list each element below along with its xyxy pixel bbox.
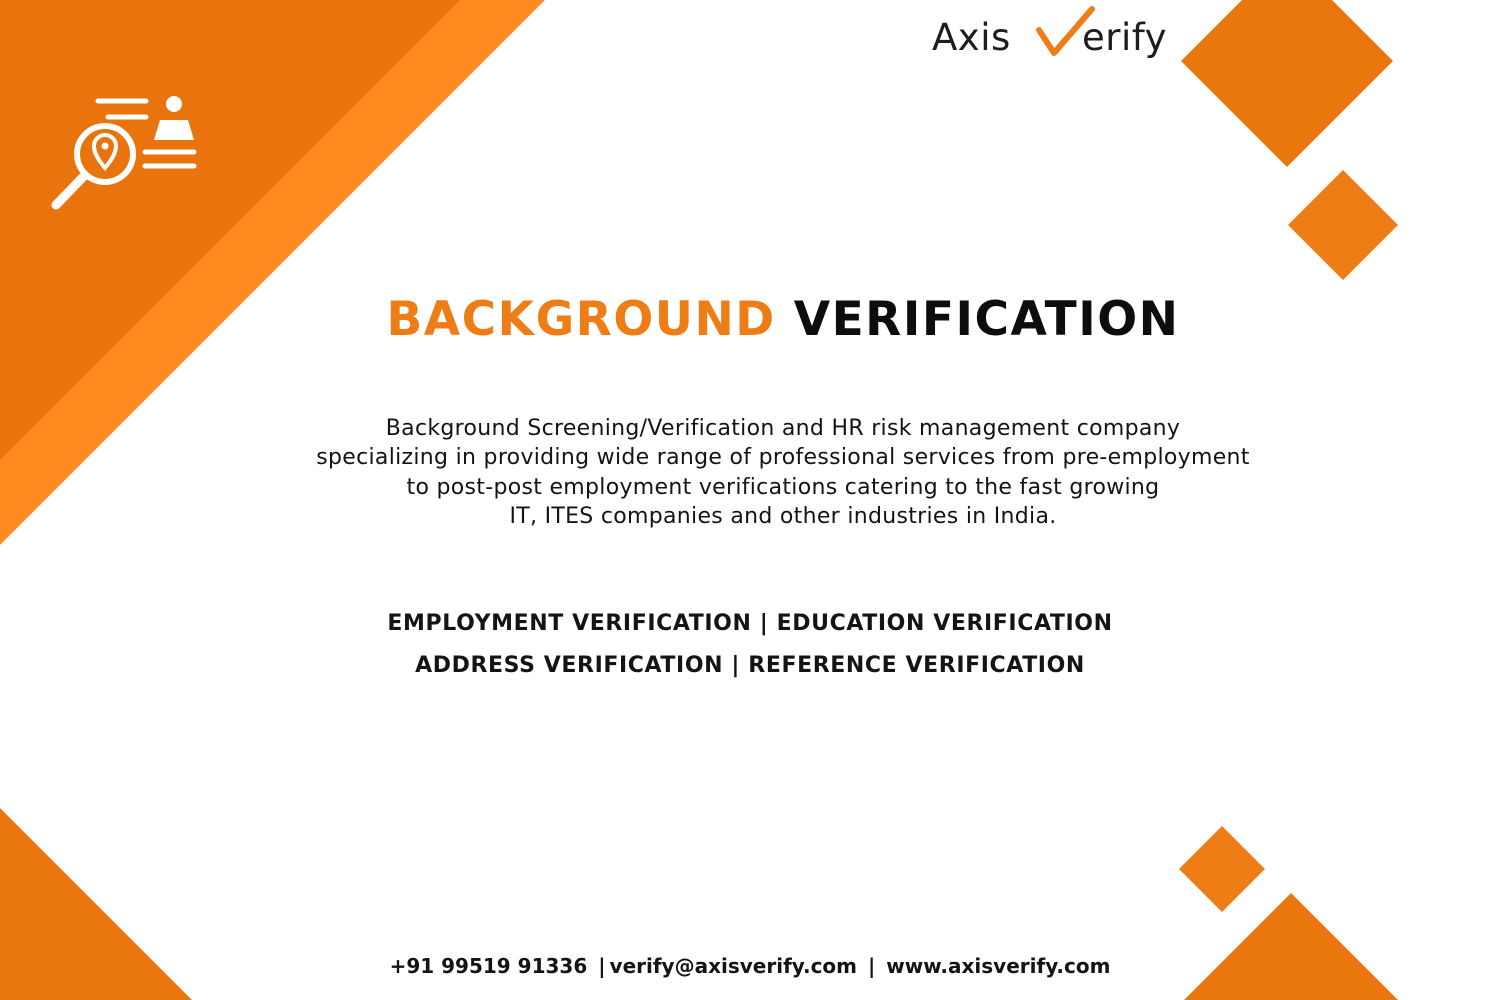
logo-text-erify: erify (1082, 16, 1168, 59)
contact-footer (0, 954, 1500, 978)
footer-separator: | (867, 954, 876, 978)
description-line: specializing in providing wide range of professional services from pre-employment (316, 445, 1250, 471)
right-small-diamond (1288, 170, 1398, 280)
website-link[interactable]: www.axisverify.com (886, 954, 1111, 978)
bottom-right-large-diamond (1184, 893, 1398, 1000)
email-link[interactable]: verify@axisverify.com (609, 954, 858, 978)
footer-separator: | (598, 954, 606, 978)
logo-text-axis: Axis (932, 16, 1011, 59)
top-right-large-diamond (1181, 0, 1393, 167)
description-line: Background Screening/Verification and HR risk management company (385, 416, 1181, 441)
top-left-orange-inner (0, 0, 460, 460)
bottom-right-small-diamond (1179, 826, 1265, 912)
phone-number[interactable]: +91 99519 91336 (389, 954, 588, 978)
company-description (0, 414, 1500, 531)
headline-accent-word: BACKGROUND (386, 292, 776, 347)
description-line: IT, ITES companies and other industries in India. (509, 503, 1057, 529)
services-row: ADDRESS VERIFICATION | REFERENCE VERIFICATION (415, 653, 1085, 678)
services-list (0, 603, 1500, 687)
page-headline (0, 292, 1500, 347)
services-row: EMPLOYMENT VERIFICATION | EDUCATION VERIFICATION (387, 611, 1113, 636)
headline-dark-word: VERIFICATION (793, 292, 1180, 347)
description-line: to post-post employment verifications catering to the fast growing (406, 474, 1160, 500)
